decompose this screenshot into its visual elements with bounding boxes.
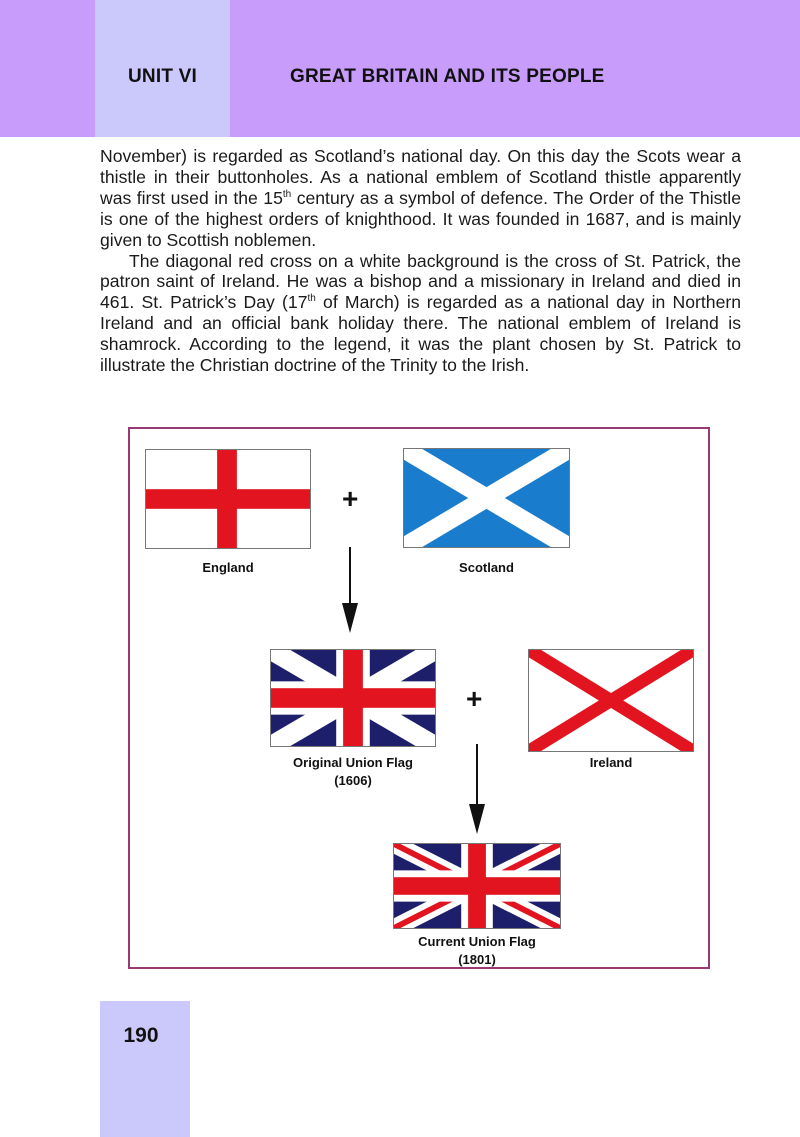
scotland-flag	[403, 448, 570, 548]
paragraph-scotland: November) is regarded as Scotland’s national day. On this day the Scots wear a thistle in their buttonholes. As a national emblem of Scotland thistle apparently was first used in the 15th century as a symbol of defence. The Order of the Thistle is one of the highest orders of knighthood. It was founded in 1687, and is mainly given to Scottish noblemen.	[100, 146, 741, 250]
paragraph-ireland: The diagonal red cross on a white background is the cross of St. Patrick, the patron saint of Ireland. He was a bishop and a missionary in Ireland and died in 461. St. Patrick’s Day (17th of March) is regarded as a national day in Northern Ireland and an official bank holiday there. The national emblem of Ireland is shamrock. According to the legend, it was the plant chosen by St. Patrick to illustrate the Christian doctrine of the Trinity to the Irish.	[100, 250, 741, 376]
england-caption: England	[202, 560, 254, 575]
current-union-year: (1801)	[458, 952, 496, 967]
arrow-down-icon	[339, 547, 361, 633]
plus-sign-top: +	[342, 483, 359, 514]
unit-title: GREAT BRITAIN AND ITS PEOPLE	[290, 66, 605, 87]
current-union-caption	[382, 933, 572, 969]
original-union-label: Original Union Flag	[293, 755, 413, 770]
plus-sign-bottom: +	[466, 683, 483, 714]
body-text	[100, 146, 741, 376]
page-number: 190	[123, 1024, 159, 1047]
scotland-caption: Scotland	[459, 560, 514, 575]
original-union-caption	[260, 754, 446, 790]
original-union-flag	[270, 649, 436, 747]
original-union-year: (1606)	[334, 773, 372, 788]
ireland-flag	[528, 649, 694, 752]
current-union-flag	[393, 843, 561, 929]
page-number-tab	[100, 1001, 190, 1137]
ireland-caption: Ireland	[589, 755, 633, 770]
flags-figure	[128, 427, 710, 969]
arrow-down-icon	[466, 744, 488, 834]
current-union-label: Current Union Flag	[418, 934, 536, 949]
unit-label: UNIT VI	[128, 66, 197, 87]
england-flag	[145, 449, 311, 549]
